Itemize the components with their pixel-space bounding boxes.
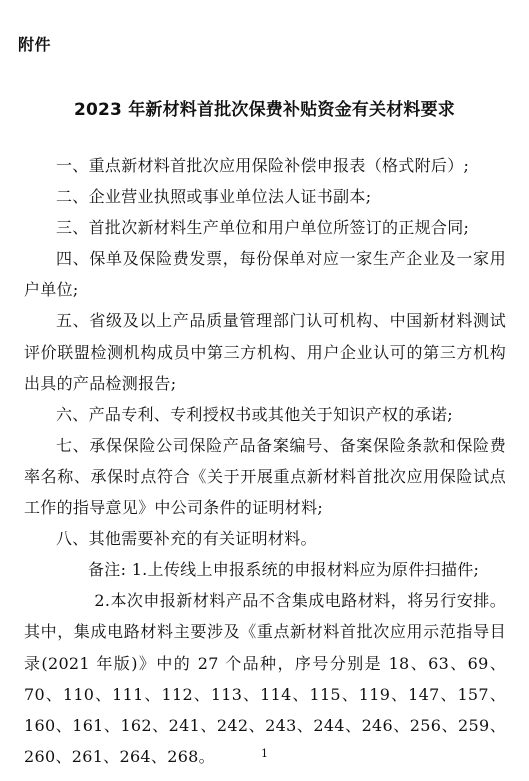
document-body — [24, 150, 506, 772]
requirement-item-7: 七、承保保险公司保险产品备案编号、备案保险条款和保险费率名称、承保时点符合《关于开展重点新材料首批次应用保险试点工作的指导意见》中公司条件的证明材料; — [24, 435, 506, 518]
requirement-item-4: 四、保单及保险费发票，每份保单对应一家生产企业及一家用户单位; — [24, 249, 506, 300]
note-label: 备注: — [88, 560, 127, 580]
note-line-1 — [24, 554, 506, 585]
attachment-label: 附件 — [18, 35, 52, 54]
requirement-item-1: 一、重点新材料首批次应用保险补偿申报表（格式附后）; — [56, 156, 470, 175]
requirement-item-6: 六、产品专利、专利授权书或其他关于知识产权的承诺; — [56, 404, 453, 424]
document-title: 2023 年新材料首批次保费补贴资金有关材料要求 — [73, 100, 456, 120]
page-number: 1 — [261, 747, 268, 760]
note-item-2: 2.本次申报新材料产品不含集成电路材料，将另行安排。其中，集成电路材料主要涉及《重点新材料首批次应用示范指导目录(2021 年版)》中的 27 个品种，序号分别是 18、63、69、70、110、111、112、113、114、115、119、147、157、160、161、162、241、242、243、244、246、256、259、260、261、264、268。 — [24, 591, 506, 766]
requirement-item-8: 八、其他需要补充的有关证明材料。 — [56, 529, 317, 549]
requirement-item-5: 五、省级及以上产品质量管理部门认可机构、中国新材料测试评价联盟检测机构成员中第三方机构、用户企业认可的第三方机构出具的产品检测报告; — [24, 311, 506, 393]
note-item-1: 1.上传线上申报系统的申报材料应为原件扫描件; — [131, 560, 480, 580]
requirement-item-2: 二、企业营业执照或事业单位法人证书副本; — [56, 187, 372, 207]
requirement-item-3: 三、首批次新材料生产单位和用户单位所签订的正规合同; — [56, 218, 470, 238]
